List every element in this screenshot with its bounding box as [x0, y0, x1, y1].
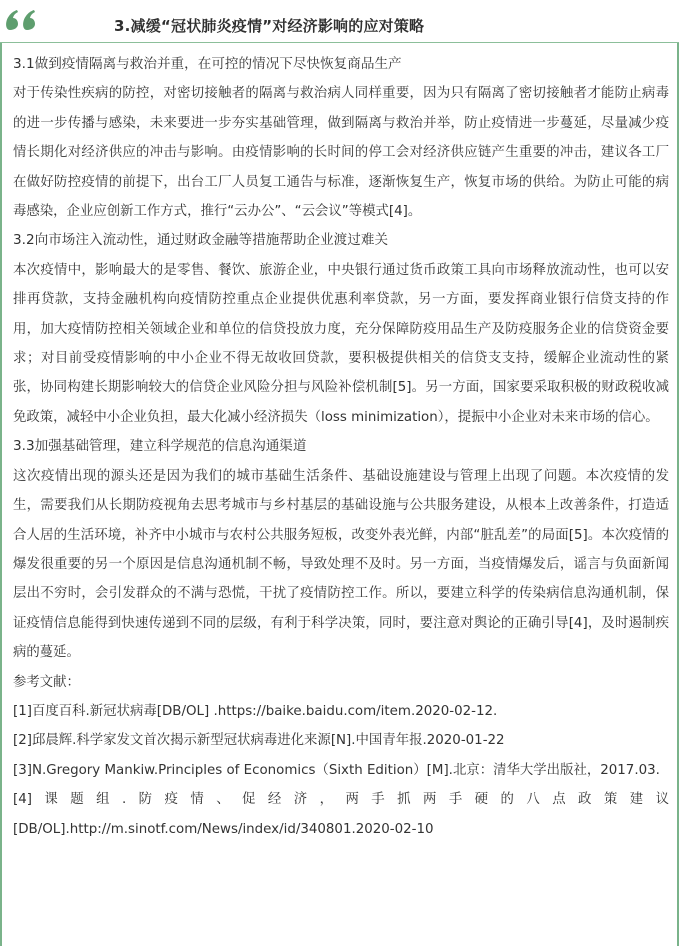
- reference-item-4: [4]课题组.防疫情、促经济，两手抓两手硬的八点政策建议[DB/OL].http://m.sinotf.com/News/index/id/340801.2020-02-10: [13, 792, 669, 837]
- section-header: [0, 0, 679, 44]
- paragraph-3-3: 这次疫情出现的源头还是因为我们的城市基础生活条件、基础设施建设与管理上出现了问题。本次疫情的发生，需要我们从长期防疫视角去思考城市与乡村基层的基础设施与公共服务建设，从根本上改善条件，打造适合人居的生活环境，补齐中小城市与农村公共服务短板，改变外表光鲜，内部“脏乱差”的局面[5]。本次疫情的爆发很重要的另一个原因是信息沟通机制不畅，导致处理不及时。另一方面，当疫情爆发后，谣言与负面新闻层出不穷时，会引发群众的不满与恐慌，干扰了疫情防控工作。所以，要建立科学的传染病信息沟通机制，保证疫情信息能得到快速传递到不同的层级，有利于科学决策，同时，要注意对舆论的正确引导[4]，及时遏制疾病的蔓延。: [13, 468, 669, 661]
- double-quote-icon: [4, 8, 44, 34]
- paragraph-3-1: 对于传染性疾病的防控，对密切接触者的隔离与救治病人同样重要，因为只有隔离了密切接触者才能防止病毒的进一步传播与感染，未来要进一步夯实基础管理，做到隔离与救治并举，防止疫情进一步蔓延，尽量减少疫情长期化对经济供应的冲击与影响。由疫情影响的长时间的停工会对经济供应链产生重要的冲击，建议各工厂在做好防控疫情的前提下，出台工厂人员复工通告与标准，逐渐恢复生产，恢复市场的供给。为防止可能的病毒感染，企业应创新工作方式，推行“云办公”、“云会议”等模式[4]。: [13, 86, 669, 220]
- reference-item-2: [2]邱晨辉.科学家发文首次揭示新型冠状病毒进化来源[N].中国青年报.2020-01-22: [13, 733, 505, 749]
- paragraph-3-2: 本次疫情中，影响最大的是零售、餐饮、旅游企业，中央银行通过货币政策工具向市场释放流动性，也可以安排再贷款，支持金融机构向疫情防控重点企业提供优惠利率贷款，另一方面，要发挥商业银行信贷支持的作用，加大疫情防控相关领域企业和单位的信贷投放力度，充分保障防疫用品生产及防疫服务企业的信贷资金要求；对目前受疫情影响的中小企业不得无故收回贷款，要积极提供相关的信贷支支持，缓解企业流动性的紧张，协同构建长期影响较大的信贷企业风险分担与风险补偿机制[5]。另一方面，国家要采取积极的财政税收减免政策，减轻中小企业负担，最大化减小经济损失（loss minimization），提振中小企业对未来市场的信心。: [13, 262, 669, 425]
- reference-item-3: [3]N.Gregory Mankiw.Principles of Economics（Sixth Edition）[M].北京：清华大学出版社，2017.03.: [13, 762, 660, 778]
- references-title: 参考文献：: [13, 674, 80, 690]
- reference-item-1: [1]百度百科.新冠状病毒[DB/OL] .https://baike.baidu.com/item.2020-02-12.: [13, 703, 498, 719]
- subsection-heading-3-3: 3.3加强基础管理，建立科学规范的信息沟通渠道: [13, 438, 307, 455]
- subsection-heading-3-2: 3.2向市场注入流动性，通过财政金融等措施帮助企业渡过难关: [13, 232, 389, 249]
- subsection-heading-3-1: 3.1做到疫情隔离与救治并重，在可控的情况下尽快恢复商品生产: [13, 56, 402, 72]
- content-box: [0, 43, 679, 946]
- section-title: 3.减缓“冠状肺炎疫情”对经济影响的应对策略: [114, 17, 425, 35]
